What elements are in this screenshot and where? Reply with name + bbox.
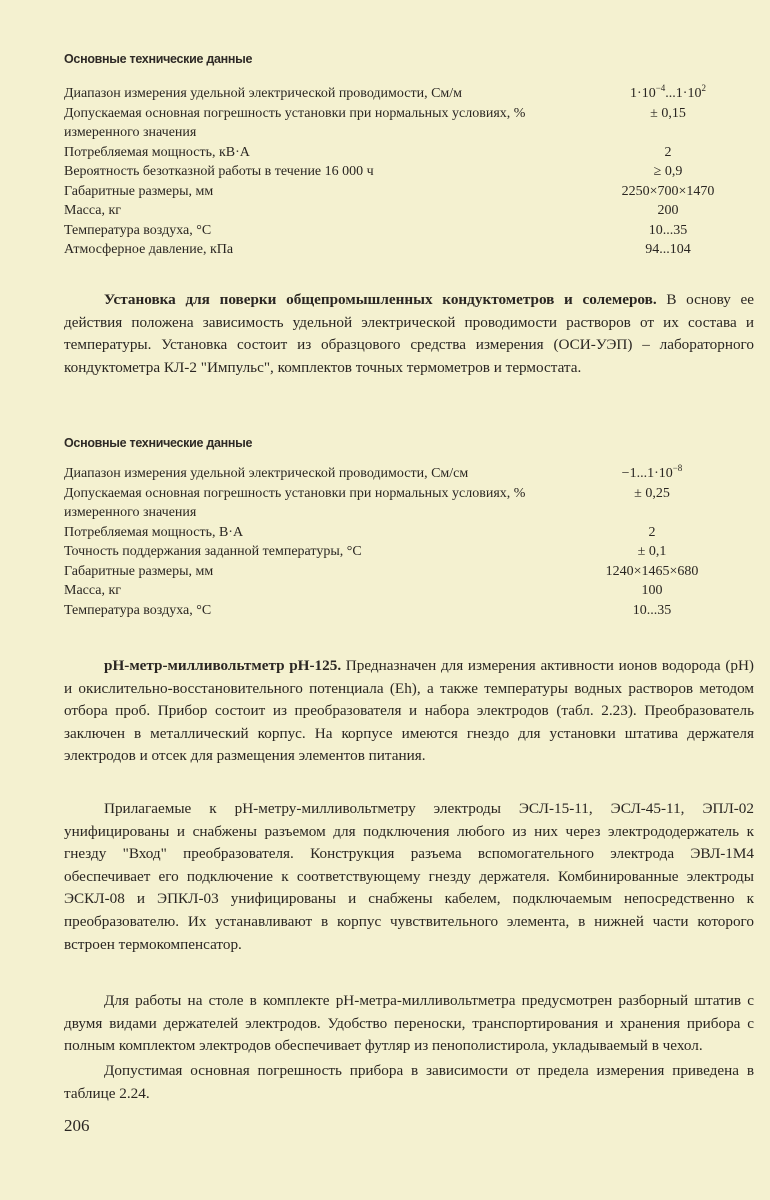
spec-row — [64, 562, 754, 582]
spec-row — [64, 601, 754, 621]
spec-label: Атмосферное давление, кПа — [64, 242, 234, 257]
page-number: 206 — [64, 1116, 90, 1135]
spec-row — [64, 542, 754, 562]
spec-value: 1240×1465×680 — [605, 563, 699, 579]
spec-value: $-1...1\cdot 10^{-8}$ — [621, 463, 683, 481]
paragraph-electrodes: Прилагаемые к рН-метру-милливольтметру электроды ЭСЛ-15-11, ЭСЛ-45-11, ЭПЛ-02 унифицированы и снабжены разъемом для подключения любого из них через электрододержатель к гнезду "Вход" преобразователя. Конструкция разъема вспомогательного электрода ЭВЛ-1М4 обеспечивает его подключение к соответствующему гнезду держателя. Комбинированные электроды ЭСКЛ-08 и ЭПКЛ-03 унифицированы и снабжены кабелем, подключаемым непосредственно к преобразователю. Их устанавливают в корпус чувствительного элемента, в нижней части которого встроен термокомпенсатор. — [64, 800, 754, 953]
spec-label: Габаритные размеры, мм — [64, 563, 214, 579]
spec-row — [64, 182, 754, 202]
spec-label: Потребляемая мощность, В·А — [64, 524, 244, 540]
spec-label: Потребляемая мощность, кВ·А — [64, 144, 250, 160]
spec-value: 10...35 — [632, 602, 672, 618]
spec-row — [64, 201, 754, 221]
spec-table-2 — [64, 464, 754, 620]
spec-value: ± 0,15 — [650, 105, 686, 121]
spec-label: Допускаемая основная погрешность установки при нормальных условиях, % измеренного значения — [64, 105, 526, 140]
spec-row — [64, 84, 754, 104]
spec-value: 2250×700×1470 — [621, 183, 715, 199]
spec-row — [64, 104, 754, 143]
spec-row — [64, 581, 754, 601]
spec-value: ± 0,1 — [637, 544, 667, 559]
spec-label: Вероятность безотказной работы в течение 16 000 ч — [64, 164, 374, 179]
spec-value: 100 — [641, 583, 663, 598]
spec-row — [64, 484, 754, 523]
spec-label: Диапазон измерения удельной электрической проводимости, См/см — [64, 466, 469, 481]
spec-row — [64, 523, 754, 543]
spec-label: Температура воздуха, °С — [64, 222, 212, 238]
section-heading-1: Основные технические данные — [64, 52, 253, 66]
spec-value: ≥ 0,9 — [653, 164, 683, 179]
spec-label: Масса, кг — [64, 203, 122, 218]
spec-row — [64, 162, 754, 182]
spec-value: ± 0,25 — [634, 485, 670, 501]
spec-label: Температура воздуха, °С — [64, 602, 212, 618]
paragraph-error: Допустимая основная погрешность прибора в зависимости от предела измерения приведена в таблице 2.24. — [64, 1062, 754, 1102]
spec-value: $1\cdot 10^{-4}...1\cdot 10^2$ — [630, 83, 706, 101]
spec-table-1 — [64, 84, 754, 260]
spec-row — [64, 464, 754, 484]
spec-value: 10...35 — [648, 222, 688, 238]
section-heading-2: Основные технические данные — [64, 436, 253, 450]
spec-value: 2 — [664, 144, 672, 160]
paragraph-stand: Для работы на столе в комплекте рН-метра-милливольтметра предусмотрен разборный штатив с двумя видами держателей электродов. Удобство переноски, транспортирования и хранения прибора с полным комплектом электродов обеспечивает футляр из пенополистирола, укладываемый в чехол. — [64, 992, 754, 1055]
spec-value: 94...104 — [645, 242, 691, 257]
spec-label: Масса, кг — [64, 583, 122, 598]
spec-row — [64, 221, 754, 241]
spec-label: Диапазон измерения удельной электрической проводимости, См/м — [64, 86, 463, 101]
spec-label: Габаритные размеры, мм — [64, 183, 214, 199]
spec-row — [64, 143, 754, 163]
spec-value: 2 — [648, 524, 656, 540]
spec-label: Допускаемая основная погрешность установки при нормальных условиях, % измеренного значения — [64, 485, 526, 520]
paragraph-installation: Установка для поверки общепромышленных кондуктометров и солемеров. В основу ее действия положена зависимость удельной электрической проводимости растворов от их состава и температуры. Установка состоит из образцового средства измерения (ОСИ-УЭП) – лабораторного кондуктометра КЛ-2 "Импульс", комплектов точных термометров и термостата. — [64, 291, 754, 376]
paragraph-ph-meter: рН-метр-милливольтметр рН-125. Предназначен для измерения активности ионов водорода (рН) и окислительно-восстановительного потенциала (Eh), а также температуры водных растворов методом отбора проб. Прибор состоит из преобразователя и набора электродов (табл. 2.23). Преобразователь заключен в металлический корпус. На корпусе имеются гнездо для установки штатива держателя электродов и отсек для размещения элементов питания. — [64, 657, 754, 765]
spec-label: Точность поддержания заданной температуры, °С — [64, 544, 362, 559]
spec-row — [64, 240, 754, 260]
spec-value: 200 — [657, 203, 679, 218]
